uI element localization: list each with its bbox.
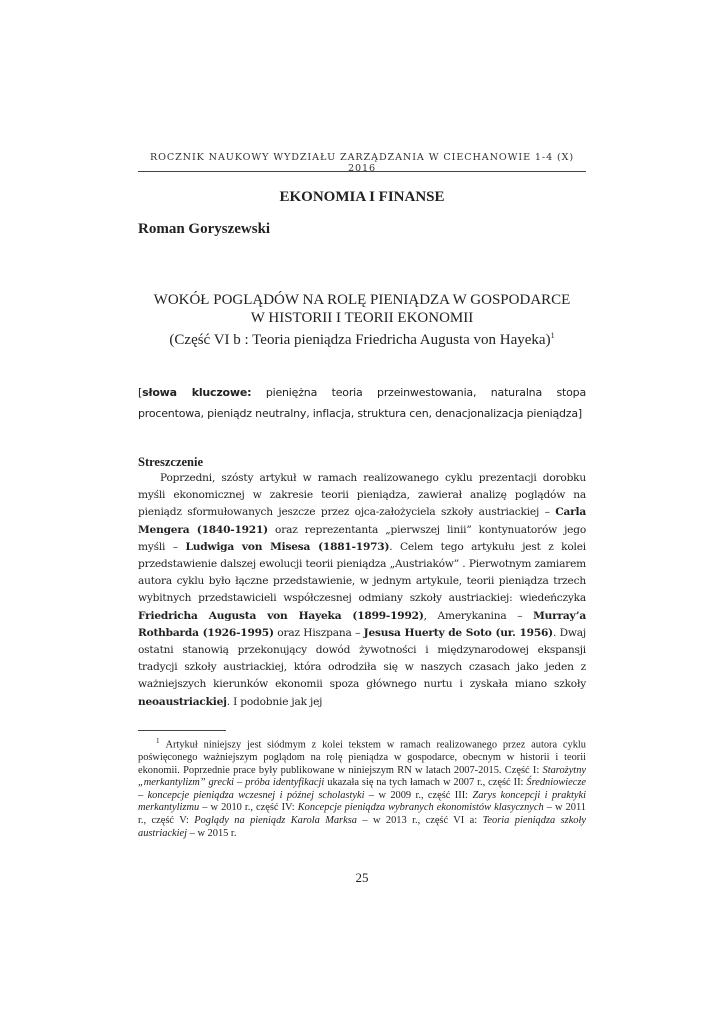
title-subtitle: (Część VI b : Teoria pieniądza Friedricha Augusta von Hayeka) [169,332,551,348]
footnote-italic-title: Starożytny „merkantylizm” grecki – próba identyfikacji [138,764,586,789]
abstract-paragraph [138,470,586,711]
title-line-2: W HISTORII I TEORII EKONOMII [250,310,474,326]
page-number: 25 [355,870,369,885]
running-head: ROCZNIK NAUKOWY WYDZIAŁU ZARZĄDZANIA W CIECHANOWIE 1-4 (X) 2016 [149,152,575,174]
footnote-text: – w 2015 r. [187,827,237,839]
abstract-bold-name: Carla Mengera (1840-1921) [138,506,586,536]
abstract-heading: Streszczenie [138,455,204,469]
abstract-bold-name: Murray’a Rothbarda (1926-1995) [138,609,587,639]
footnote-italic-title: Poglądy na pieniądz Karola Marksa [194,815,357,827]
footnote-italic-title: Koncepcje pieniądza wybranych ekonomistów klasycznych [297,802,544,814]
article-title [138,291,586,349]
abstract-bold-name: Ludwiga von Misesa (1881-1973) [185,540,390,553]
footnote-text: Artykuł niniejszy jest siódmym z kolei tekstem w ramach realizowanego przez autora cyklu poświęconego ważniejszym poglądom na rolę pieniądza w gospodarce, obecnym w historii i teorii ekonomii. Poprzednie prace były publikowane w niniejszym RN w latach 2007-2015. Część I: [138,739,586,776]
footnote-italic-title: Zarys koncepcji i praktyki merkantylizmu [138,789,586,814]
keywords-text: pieniężna teoria przeinwestowania, naturalna stopa procentowa, pieniądz neutralny, inflacja, struktura cen, denacjonalizacja pieniądza] [138,386,586,420]
keywords [138,382,586,424]
header-rule [138,171,586,172]
abstract-text: . Celem tego artykułu jest z kolei przedstawienie dalszej ewolucji teorii pieniądza „Austriaków” . Pierwotnym zamiarem autora cyklu było łączne przedstawienie, w jednym artykule, teorii pieniądza trzech wybitnych przedstawicieli współczesnej odmiany szkoły austriackiej: wiedeńczyka [138,540,586,605]
title-line-3 [138,327,586,349]
abstract-text: oraz reprezentanta „pierwszej linii” kontynuatorów jego myśli – [138,523,586,553]
abstract-text: . I podobnie jak jej [226,695,323,708]
keywords-label: słowa kluczowe: [142,386,252,399]
abstract-body [138,470,586,711]
title-line-1: WOKÓŁ POGLĄDÓW NA ROLĘ PIENIĄDZA W GOSPODARCE [153,292,571,308]
footnote-rule [138,730,226,731]
keywords-open-bracket: [ [138,386,143,399]
title-footnote-mark: 1 [550,331,555,340]
footnote-text: – w 2011 r., część V: [138,802,586,827]
footnote [138,735,586,840]
footnote-paragraph [138,735,586,840]
abstract-bold-name: Friedricha Augusta von Hayeka (1899-1992) [138,609,424,622]
author-name: Roman Goryszewski [138,221,271,237]
abstract-text: Poprzedni, szósty artykuł w ramach realizowanego cyklu prezentacji dorobku myśli ekonomicznej w zakresie teorii pieniądza, zawierał analizę poglądów na pieniądz sformułowanych jeszcze przez ojca-założyciela szkoły austriackiej – [138,472,586,519]
abstract-bold-term: neoaustriackiej [138,695,227,708]
footnote-text: – w 2009 r., część III: [364,789,473,801]
abstract-text: . Dwaj ostatni stanowią przekonujący dowód żywotności i międzynarodowej ekspansji tradycji szkoły austriackiej, która odrodziła się w naszych czasach jako jeden z ważniejszych kierunków ekonomii spoza głównego nurtu i zyskała miano szkoły [138,626,587,691]
footnote-italic-title: Średniowiecze – koncepcje pieniądza wczesnej i późnej scholastyki [138,777,587,801]
section-title: EKONOMIA I FINANSE [279,189,445,205]
footnote-text: – w 2010 r., część IV: [199,802,298,814]
footnote-text: ukazała się na tych łamach w 2007 r., część II: [324,777,527,789]
footnote-mark: 1 [156,737,160,745]
footnote-text: – w 2013 r., część VI a: [356,815,483,827]
abstract-bold-name: Jesusa Huerty de Soto (ur. 1956) [363,626,553,639]
abstract-text: oraz Hiszpana – [273,626,364,639]
abstract-text: , Amerykanina – [423,609,534,622]
footnote-italic-title: Teoria pieniądza szkoły austriackiej [138,815,586,839]
